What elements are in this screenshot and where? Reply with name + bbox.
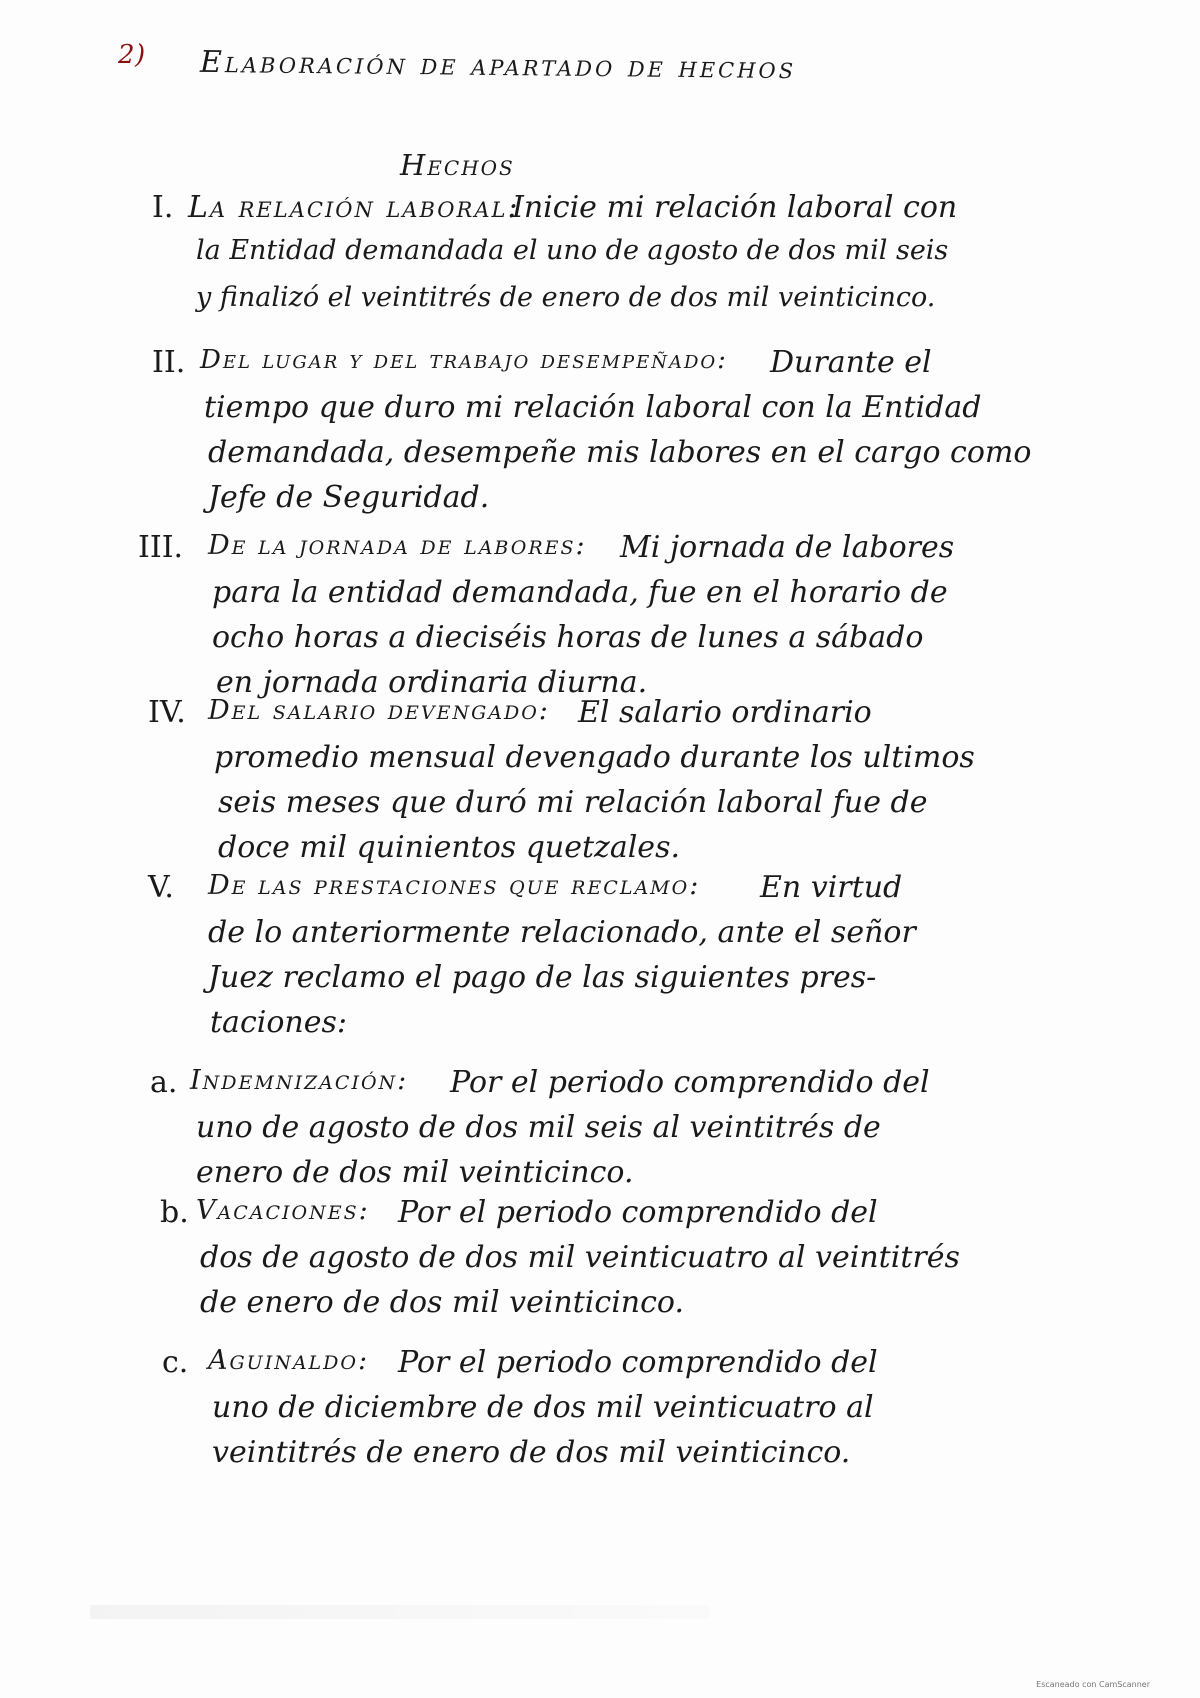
fact-line: la Entidad demandada el uno de agosto de dos mil seis — [196, 235, 949, 266]
claim-heading: Vacaciones: — [196, 1195, 370, 1226]
fact-marker: V. — [148, 870, 174, 905]
fact-marker: III. — [138, 530, 184, 565]
fact-line: seis meses que duró mi relación laboral fue de — [218, 785, 928, 820]
fact-heading: La relación laboral: — [188, 190, 520, 225]
claim-marker: b. — [160, 1195, 189, 1230]
claim-line: enero de dos mil veinticinco. — [196, 1155, 634, 1190]
claim-line: de enero de dos mil veinticinco. — [200, 1285, 684, 1320]
claim-line: veintitrés de enero de dos mil veinticinco. — [212, 1435, 851, 1470]
claim-marker: c. — [162, 1345, 189, 1380]
fact-line: El salario ordinario — [578, 695, 872, 730]
fact-line: para la entidad demandada, fue en el horario de — [212, 575, 948, 610]
fact-line: taciones: — [210, 1005, 347, 1040]
claim-line: Por el periodo comprendido del — [398, 1195, 878, 1230]
fact-heading: Del salario devengado: — [208, 695, 550, 726]
fact-line: de lo anteriormente relacionado, ante el señor — [208, 915, 916, 950]
claim-line: uno de agosto de dos mil seis al veintitrés de — [196, 1110, 881, 1145]
fact-marker: II. — [152, 345, 186, 380]
fact-line: Mi jornada de labores — [620, 530, 955, 565]
claim-line: Por el periodo comprendido del — [398, 1345, 878, 1380]
claim-line: dos de agosto de dos mil veinticuatro al veintitrés — [200, 1240, 960, 1275]
fact-line: doce mil quinientos quetzales. — [218, 830, 680, 865]
page-title: Elaboración de apartado de hechos — [199, 44, 797, 87]
fact-line: y finalizó el veintitrés de enero de dos mil veinticinco. — [196, 282, 936, 313]
fact-marker: IV. — [148, 695, 186, 730]
fact-heading: De la jornada de labores: — [208, 530, 587, 561]
fact-line: promedio mensual devengado durante los ultimos — [214, 740, 975, 775]
scan-smudge — [90, 1605, 710, 1619]
fact-line: en jornada ordinaria diurna. — [216, 665, 648, 700]
claim-heading: Indemnización: — [190, 1065, 409, 1096]
fact-line: demandada, desempeñe mis labores en el cargo como — [208, 435, 1032, 470]
fact-line: Inicie mi relación laboral con — [512, 190, 958, 225]
claim-heading: Aguinaldo: — [208, 1345, 370, 1376]
section-number-mark: 2) — [118, 40, 146, 70]
fact-line: Jefe de Seguridad. — [208, 480, 490, 515]
claim-line: Por el periodo comprendido del — [450, 1065, 930, 1100]
claim-marker: a. — [150, 1065, 178, 1100]
fact-heading: Del lugar y del trabajo desempeñado: — [200, 345, 728, 375]
fact-heading: De las prestaciones que reclamo: — [208, 870, 701, 901]
fact-marker: I. — [152, 190, 174, 225]
fact-line: Juez reclamo el pago de las siguientes pres- — [208, 960, 877, 995]
claim-line: uno de diciembre de dos mil veinticuatro al — [212, 1390, 874, 1425]
fact-line: tiempo que duro mi relación laboral con la Entidad — [204, 390, 982, 425]
scanner-watermark: Escaneado con CamScanner — [1036, 1680, 1150, 1689]
page-subtitle: Hechos — [400, 148, 515, 182]
fact-line: Durante el — [770, 345, 932, 380]
fact-line: En virtud — [760, 870, 903, 905]
fact-line: ocho horas a dieciséis horas de lunes a sábado — [212, 620, 924, 655]
